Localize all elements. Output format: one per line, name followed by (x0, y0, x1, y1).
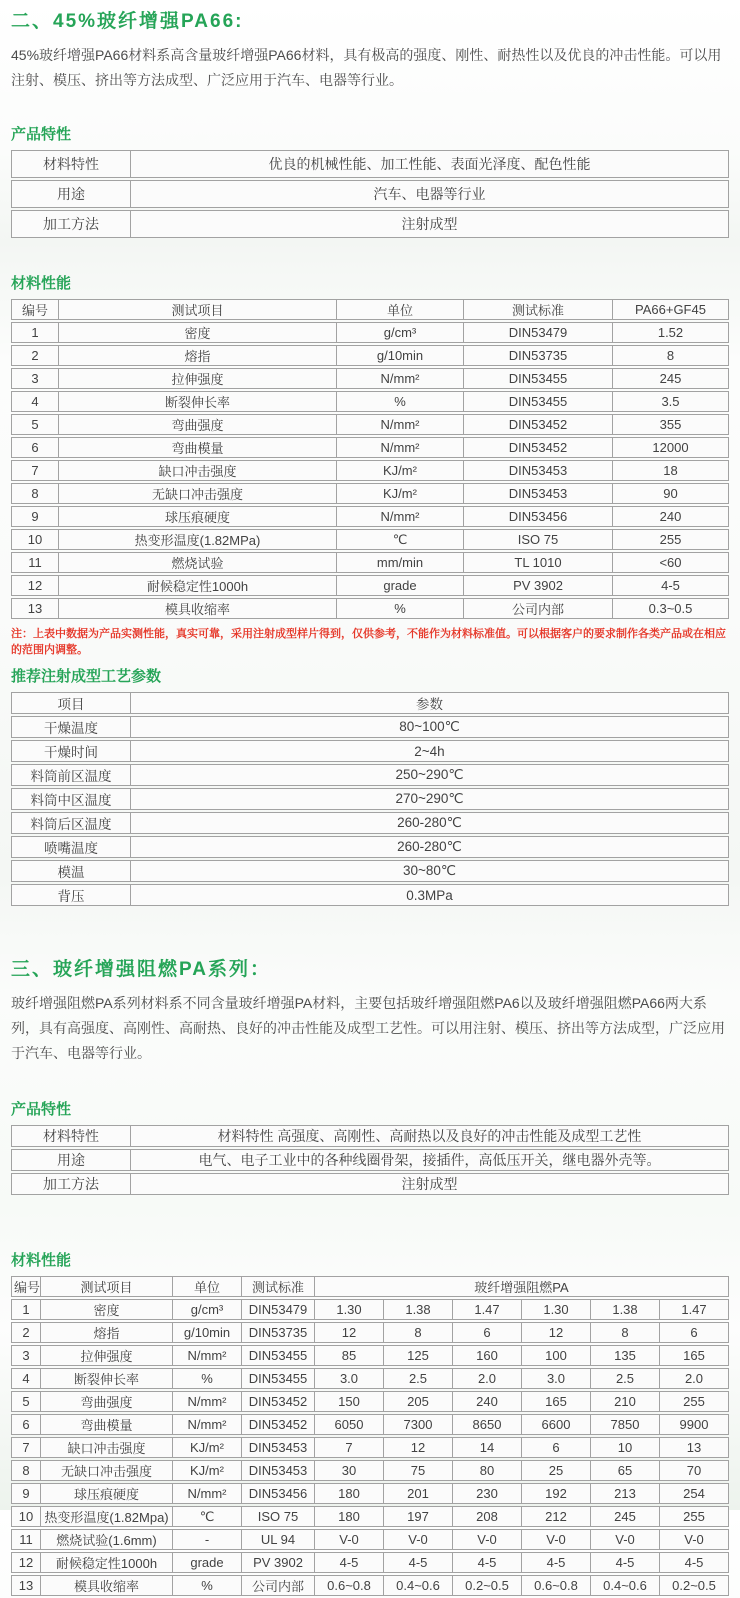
table-cell: 0.2~0.5 (453, 1575, 522, 1596)
table-cell: 70 (660, 1460, 729, 1481)
table-cell: 干燥温度 (11, 716, 131, 738)
table-cell: DIN53456 (464, 506, 613, 527)
table-row (11, 716, 729, 738)
table-row (11, 460, 729, 481)
table-cell: 4-5 (522, 1552, 591, 1573)
table-row (11, 1391, 729, 1412)
table-cell: 0.6~0.8 (315, 1575, 384, 1596)
table-cell: V-0 (660, 1529, 729, 1550)
table-cell: 模具收缩率 (41, 1575, 173, 1596)
table-cell: PV 3902 (242, 1552, 315, 1573)
table-cell: g/10min (173, 1322, 242, 1343)
table-row (11, 1529, 729, 1550)
data-disclaimer-note: 注：上表中数据为产品实测性能，真实可靠，采用注射成型样片得到，仅供参考，不能作为材料标准值。可以根据客户的要求制作各类产品或在相应的范围内调整。 (11, 628, 726, 656)
column-header: 参数 (131, 692, 729, 714)
table-cell: 8 (11, 1460, 41, 1481)
table-cell: 10 (11, 1506, 41, 1527)
table-cell: 弯曲强度 (41, 1391, 173, 1412)
table-cell: g/cm³ (337, 322, 464, 343)
table-cell: 12 (315, 1322, 384, 1343)
table-cell: 201 (384, 1483, 453, 1504)
section3-features-table (11, 1123, 729, 1197)
table-cell: PV 3902 (464, 575, 613, 596)
table-cell: 80~100℃ (131, 716, 729, 738)
table-cell: 13 (11, 1575, 41, 1596)
table-cell: 250~290℃ (131, 764, 729, 786)
section3-intro: 玻纤增强阻燃PA系列材料系不同含量玻纤增强PA材料，主要包括玻纤增强阻燃PA6以及玻纤增强阻燃PA66两大系列，具有高强度、高刚性、高耐热、良好的冲击性能及成型工艺性。可以用注射、模压、挤出等方法成型，广泛应用于汽车、电器等行业。 (11, 995, 725, 1061)
table-row (11, 1552, 729, 1573)
table-cell: 密度 (59, 322, 337, 343)
table-cell: 2.5 (591, 1368, 660, 1389)
column-header: 编号 (11, 1276, 41, 1297)
section2-performance-table (11, 297, 729, 621)
table-cell: 注射成型 (131, 210, 729, 238)
table-cell: 75 (384, 1460, 453, 1481)
table-cell: 加工方法 (11, 1173, 131, 1195)
section2-features-table (11, 148, 729, 240)
table-cell: 192 (522, 1483, 591, 1504)
table-cell: 3.5 (613, 391, 729, 412)
section3-performance-table (11, 1274, 729, 1598)
table-row (11, 788, 729, 810)
column-header: 测试标准 (464, 299, 613, 320)
table-cell: ℃ (173, 1506, 242, 1527)
table-cell: - (173, 1529, 242, 1550)
table-cell: DIN53455 (242, 1368, 315, 1389)
table-cell: 4-5 (613, 575, 729, 596)
table-cell: % (173, 1575, 242, 1596)
table-cell: DIN53453 (464, 483, 613, 504)
table-cell: 无缺口冲击强度 (59, 483, 337, 504)
table-cell: 8 (591, 1322, 660, 1343)
table-cell: % (173, 1368, 242, 1389)
table-cell: N/mm² (337, 437, 464, 458)
table-cell: 6600 (522, 1414, 591, 1435)
table-cell: 0.3MPa (131, 884, 729, 906)
table-row (11, 210, 729, 238)
table-cell: 1.30 (315, 1299, 384, 1320)
table-row (11, 860, 729, 882)
table-cell: 10 (11, 529, 59, 550)
table-cell: 230 (453, 1483, 522, 1504)
table-cell: 12 (522, 1322, 591, 1343)
table-cell: TL 1010 (464, 552, 613, 573)
table-cell: 4-5 (315, 1552, 384, 1573)
section2-process-table (11, 690, 729, 908)
table-row (11, 368, 729, 389)
table-cell: 160 (453, 1345, 522, 1366)
table-cell: 240 (613, 506, 729, 527)
table-cell: V-0 (315, 1529, 384, 1550)
table-cell: DIN53452 (242, 1391, 315, 1412)
table-cell: 18 (613, 460, 729, 481)
table-cell: 270~290℃ (131, 788, 729, 810)
table-cell: 材料特性 (11, 1125, 131, 1147)
table-cell: DIN53479 (242, 1299, 315, 1320)
table-cell: 3 (11, 1345, 41, 1366)
table-cell: 料筒中区温度 (11, 788, 131, 810)
table-cell: 2.0 (660, 1368, 729, 1389)
table-row (11, 1437, 729, 1458)
table-row (11, 483, 729, 504)
table-row (11, 437, 729, 458)
table-cell: ℃ (337, 529, 464, 550)
table-cell: 255 (660, 1506, 729, 1527)
table-cell: V-0 (522, 1529, 591, 1550)
table-cell: ISO 75 (242, 1506, 315, 1527)
table-cell: 1 (11, 322, 59, 343)
table-cell: 0.4~0.6 (591, 1575, 660, 1596)
table-cell: DIN53453 (242, 1460, 315, 1481)
table-cell: 10 (591, 1437, 660, 1458)
table-cell: KJ/m² (337, 483, 464, 504)
table-cell: DIN53452 (464, 414, 613, 435)
table-cell: 6 (660, 1322, 729, 1343)
table-cell: 254 (660, 1483, 729, 1504)
table-cell: 熔指 (41, 1322, 173, 1343)
table-cell: 4-5 (660, 1552, 729, 1573)
table-cell: 212 (522, 1506, 591, 1527)
table-cell: g/10min (337, 345, 464, 366)
table-cell: 喷嘴温度 (11, 836, 131, 858)
table-cell: 165 (522, 1391, 591, 1412)
table-cell: 模具收缩率 (59, 598, 337, 619)
column-header: 单位 (173, 1276, 242, 1297)
table-cell: 耐候稳定性1000h (41, 1552, 173, 1573)
table-cell: 65 (591, 1460, 660, 1481)
table-row (11, 1483, 729, 1504)
table-cell: 断裂伸长率 (41, 1368, 173, 1389)
table-row (11, 1173, 729, 1195)
table-cell: 2 (11, 345, 59, 366)
table-header-row (11, 692, 729, 714)
table-cell: 150 (315, 1391, 384, 1412)
table-cell: ISO 75 (464, 529, 613, 550)
table-cell: 6 (522, 1437, 591, 1458)
table-cell: 无缺口冲击强度 (41, 1460, 173, 1481)
table-cell: N/mm² (173, 1345, 242, 1366)
table-cell: DIN53455 (464, 391, 613, 412)
table-cell: 1.38 (591, 1299, 660, 1320)
table-cell: 197 (384, 1506, 453, 1527)
table-cell: 1.38 (384, 1299, 453, 1320)
table-cell: DIN53479 (464, 322, 613, 343)
column-header: 测试项目 (59, 299, 337, 320)
table-cell: 5 (11, 1391, 41, 1412)
table-header-row (11, 1276, 729, 1297)
table-cell: 0.4~0.6 (384, 1575, 453, 1596)
table-row (11, 1322, 729, 1343)
table-row (11, 1414, 729, 1435)
table-cell: 245 (613, 368, 729, 389)
table-cell: 80 (453, 1460, 522, 1481)
table-cell: 1.30 (522, 1299, 591, 1320)
table-cell: 电气、电子工业中的各种线圈骨架，接插件，高低压开关，继电器外壳等。 (131, 1149, 729, 1171)
table-cell: 用途 (11, 1149, 131, 1171)
table-cell: g/cm³ (173, 1299, 242, 1320)
section3-performance-heading: 材料性能 (11, 1252, 72, 1269)
table-cell: KJ/m² (337, 460, 464, 481)
table-cell: % (337, 391, 464, 412)
table-cell: 0.2~0.5 (660, 1575, 729, 1596)
table-cell: 9900 (660, 1414, 729, 1435)
table-row (11, 529, 729, 550)
table-cell: 用途 (11, 180, 131, 208)
table-row (11, 575, 729, 596)
table-cell: 30~80℃ (131, 860, 729, 882)
table-cell: 205 (384, 1391, 453, 1412)
table-row (11, 1506, 729, 1527)
table-cell: 125 (384, 1345, 453, 1366)
table-cell: 4 (11, 1368, 41, 1389)
table-cell: 2.5 (384, 1368, 453, 1389)
table-cell: 公司内部 (242, 1575, 315, 1596)
table-cell: 注射成型 (131, 1173, 729, 1195)
table-cell: 135 (591, 1345, 660, 1366)
table-cell: N/mm² (337, 506, 464, 527)
table-cell: DIN53452 (464, 437, 613, 458)
table-cell: 13 (660, 1437, 729, 1458)
table-cell: % (337, 598, 464, 619)
table-cell: 加工方法 (11, 210, 131, 238)
table-cell: 9 (11, 506, 59, 527)
table-cell: 355 (613, 414, 729, 435)
table-cell: 13 (11, 598, 59, 619)
table-cell: 燃烧试验(1.6mm) (41, 1529, 173, 1550)
group-column-header: 玻纤增强阻燃PA (315, 1276, 729, 1297)
table-cell: 汽车、电器等行业 (131, 180, 729, 208)
table-cell: 弯曲模量 (59, 437, 337, 458)
table-cell: 耐候稳定性1000h (59, 575, 337, 596)
table-cell: 密度 (41, 1299, 173, 1320)
table-cell: 6 (453, 1322, 522, 1343)
table-cell: 8650 (453, 1414, 522, 1435)
table-cell: 100 (522, 1345, 591, 1366)
table-cell: 1.47 (660, 1299, 729, 1320)
table-cell: 1 (11, 1299, 41, 1320)
table-cell: 拉伸强度 (41, 1345, 173, 1366)
table-row (11, 345, 729, 366)
table-cell: 255 (660, 1391, 729, 1412)
table-cell: 弯曲模量 (41, 1414, 173, 1435)
table-cell: 7300 (384, 1414, 453, 1435)
section2-title: 二、45%玻纤增强PA66: (11, 11, 244, 32)
table-cell: 11 (11, 552, 59, 573)
table-cell: N/mm² (173, 1483, 242, 1504)
table-cell: 85 (315, 1345, 384, 1366)
table-cell: 公司内部 (464, 598, 613, 619)
table-cell: N/mm² (173, 1391, 242, 1412)
table-cell: N/mm² (337, 414, 464, 435)
table-cell: 4-5 (453, 1552, 522, 1573)
table-cell: 4-5 (591, 1552, 660, 1573)
table-cell: 260-280℃ (131, 812, 729, 834)
table-cell: 3.0 (522, 1368, 591, 1389)
table-cell: 210 (591, 1391, 660, 1412)
table-cell: 3 (11, 368, 59, 389)
table-cell: DIN53455 (464, 368, 613, 389)
table-cell: 240 (453, 1391, 522, 1412)
table-cell: 料筒前区温度 (11, 764, 131, 786)
table-cell: 0.3~0.5 (613, 598, 729, 619)
table-cell: 0.6~0.8 (522, 1575, 591, 1596)
table-row (11, 506, 729, 527)
table-cell: DIN53453 (242, 1437, 315, 1458)
table-cell: 干燥时间 (11, 740, 131, 762)
table-cell: 材料特性 (11, 150, 131, 178)
table-cell: 12 (11, 575, 59, 596)
table-cell: 9 (11, 1483, 41, 1504)
table-cell: 球压痕硬度 (41, 1483, 173, 1504)
table-cell: 料筒后区温度 (11, 812, 131, 834)
table-cell: 255 (613, 529, 729, 550)
table-row (11, 812, 729, 834)
column-header: 测试项目 (41, 1276, 173, 1297)
table-cell: 12 (384, 1437, 453, 1458)
table-row (11, 764, 729, 786)
table-row (11, 150, 729, 178)
table-cell: 缺口冲击强度 (41, 1437, 173, 1458)
table-cell: 熔指 (59, 345, 337, 366)
table-cell: V-0 (453, 1529, 522, 1550)
table-cell: 热变形温度(1.82MPa) (59, 529, 337, 550)
table-cell: 2.0 (453, 1368, 522, 1389)
column-header: 测试标准 (242, 1276, 315, 1297)
table-cell: 5 (11, 414, 59, 435)
table-cell: 8 (613, 345, 729, 366)
table-row (11, 836, 729, 858)
table-cell: 245 (591, 1506, 660, 1527)
table-cell: V-0 (591, 1529, 660, 1550)
table-cell: 2~4h (131, 740, 729, 762)
table-cell: 11 (11, 1529, 41, 1550)
table-cell: <60 (613, 552, 729, 573)
table-row (11, 1125, 729, 1147)
table-row (11, 1299, 729, 1320)
table-cell: 背压 (11, 884, 131, 906)
table-cell: DIN53455 (242, 1345, 315, 1366)
section2-performance-heading: 材料性能 (11, 275, 72, 292)
table-row (11, 1345, 729, 1366)
table-cell: DIN53735 (464, 345, 613, 366)
table-cell: DIN53452 (242, 1414, 315, 1435)
table-row (11, 414, 729, 435)
table-cell: DIN53453 (464, 460, 613, 481)
table-cell: 90 (613, 483, 729, 504)
table-row (11, 1575, 729, 1596)
table-cell: 14 (453, 1437, 522, 1458)
table-cell: 7 (11, 1437, 41, 1458)
table-cell: N/mm² (337, 368, 464, 389)
table-cell: V-0 (384, 1529, 453, 1550)
table-row (11, 391, 729, 412)
column-header: 编号 (11, 299, 59, 320)
section3-features-heading: 产品特性 (11, 1101, 72, 1118)
table-cell: grade (173, 1552, 242, 1573)
table-row (11, 740, 729, 762)
table-header-row (11, 299, 729, 320)
section2-process-heading: 推荐注射成型工艺参数 (11, 668, 162, 685)
table-cell: 7 (11, 460, 59, 481)
table-cell: 180 (315, 1506, 384, 1527)
table-cell: 8 (11, 483, 59, 504)
table-cell: 4 (11, 391, 59, 412)
table-cell: 2 (11, 1322, 41, 1343)
table-row (11, 322, 729, 343)
table-cell: 213 (591, 1483, 660, 1504)
table-cell: 球压痕硬度 (59, 506, 337, 527)
section3-title: 三、玻纤增强阻燃PA系列： (11, 959, 271, 980)
table-cell: 208 (453, 1506, 522, 1527)
table-cell: mm/min (337, 552, 464, 573)
table-cell: 7850 (591, 1414, 660, 1435)
table-cell: 6050 (315, 1414, 384, 1435)
table-cell: 缺口冲击强度 (59, 460, 337, 481)
table-cell: 6 (11, 1414, 41, 1435)
column-header: 项目 (11, 692, 131, 714)
table-row (11, 1368, 729, 1389)
table-row (11, 1460, 729, 1481)
table-cell: DIN53456 (242, 1483, 315, 1504)
table-cell: 180 (315, 1483, 384, 1504)
table-cell: 12 (11, 1552, 41, 1573)
table-cell: 弯曲强度 (59, 414, 337, 435)
table-cell: 260-280℃ (131, 836, 729, 858)
table-row (11, 1149, 729, 1171)
table-cell: 模温 (11, 860, 131, 882)
table-cell: 燃烧试验 (59, 552, 337, 573)
table-cell: 8 (384, 1322, 453, 1343)
table-cell: 4-5 (384, 1552, 453, 1573)
table-row (11, 598, 729, 619)
table-cell: 拉伸强度 (59, 368, 337, 389)
column-header: 单位 (337, 299, 464, 320)
table-cell: 3.0 (315, 1368, 384, 1389)
table-cell: 6 (11, 437, 59, 458)
table-cell: grade (337, 575, 464, 596)
table-cell: UL 94 (242, 1529, 315, 1550)
table-cell: 1.52 (613, 322, 729, 343)
table-cell: KJ/m² (173, 1437, 242, 1458)
table-cell: 30 (315, 1460, 384, 1481)
table-cell: KJ/m² (173, 1460, 242, 1481)
table-cell: 7 (315, 1437, 384, 1458)
table-row (11, 884, 729, 906)
section2-features-heading: 产品特性 (11, 126, 72, 143)
table-cell: DIN53735 (242, 1322, 315, 1343)
table-cell: 1.47 (453, 1299, 522, 1320)
table-cell: 12000 (613, 437, 729, 458)
table-row (11, 180, 729, 208)
table-row (11, 552, 729, 573)
table-cell: 25 (522, 1460, 591, 1481)
column-header: PA66+GF45 (613, 299, 729, 320)
section2-intro: 45%玻纤增强PA66材料系高含量玻纤增强PA66材料，具有极高的强度、刚性、耐热性以及优良的冲击性能。可以用注射、模压、挤出等方法成型、广泛应用于汽车、电器等行业。 (11, 47, 722, 88)
table-cell: 热变形温度(1.82Mpa) (41, 1506, 173, 1527)
table-cell: 优良的机械性能、加工性能、表面光泽度、配色性能 (131, 150, 729, 178)
table-cell: N/mm² (173, 1414, 242, 1435)
table-cell: 材料特性 高强度、高刚性、高耐热以及良好的冲击性能及成型工艺性 (131, 1125, 729, 1147)
table-cell: 断裂伸长率 (59, 391, 337, 412)
table-cell: 165 (660, 1345, 729, 1366)
